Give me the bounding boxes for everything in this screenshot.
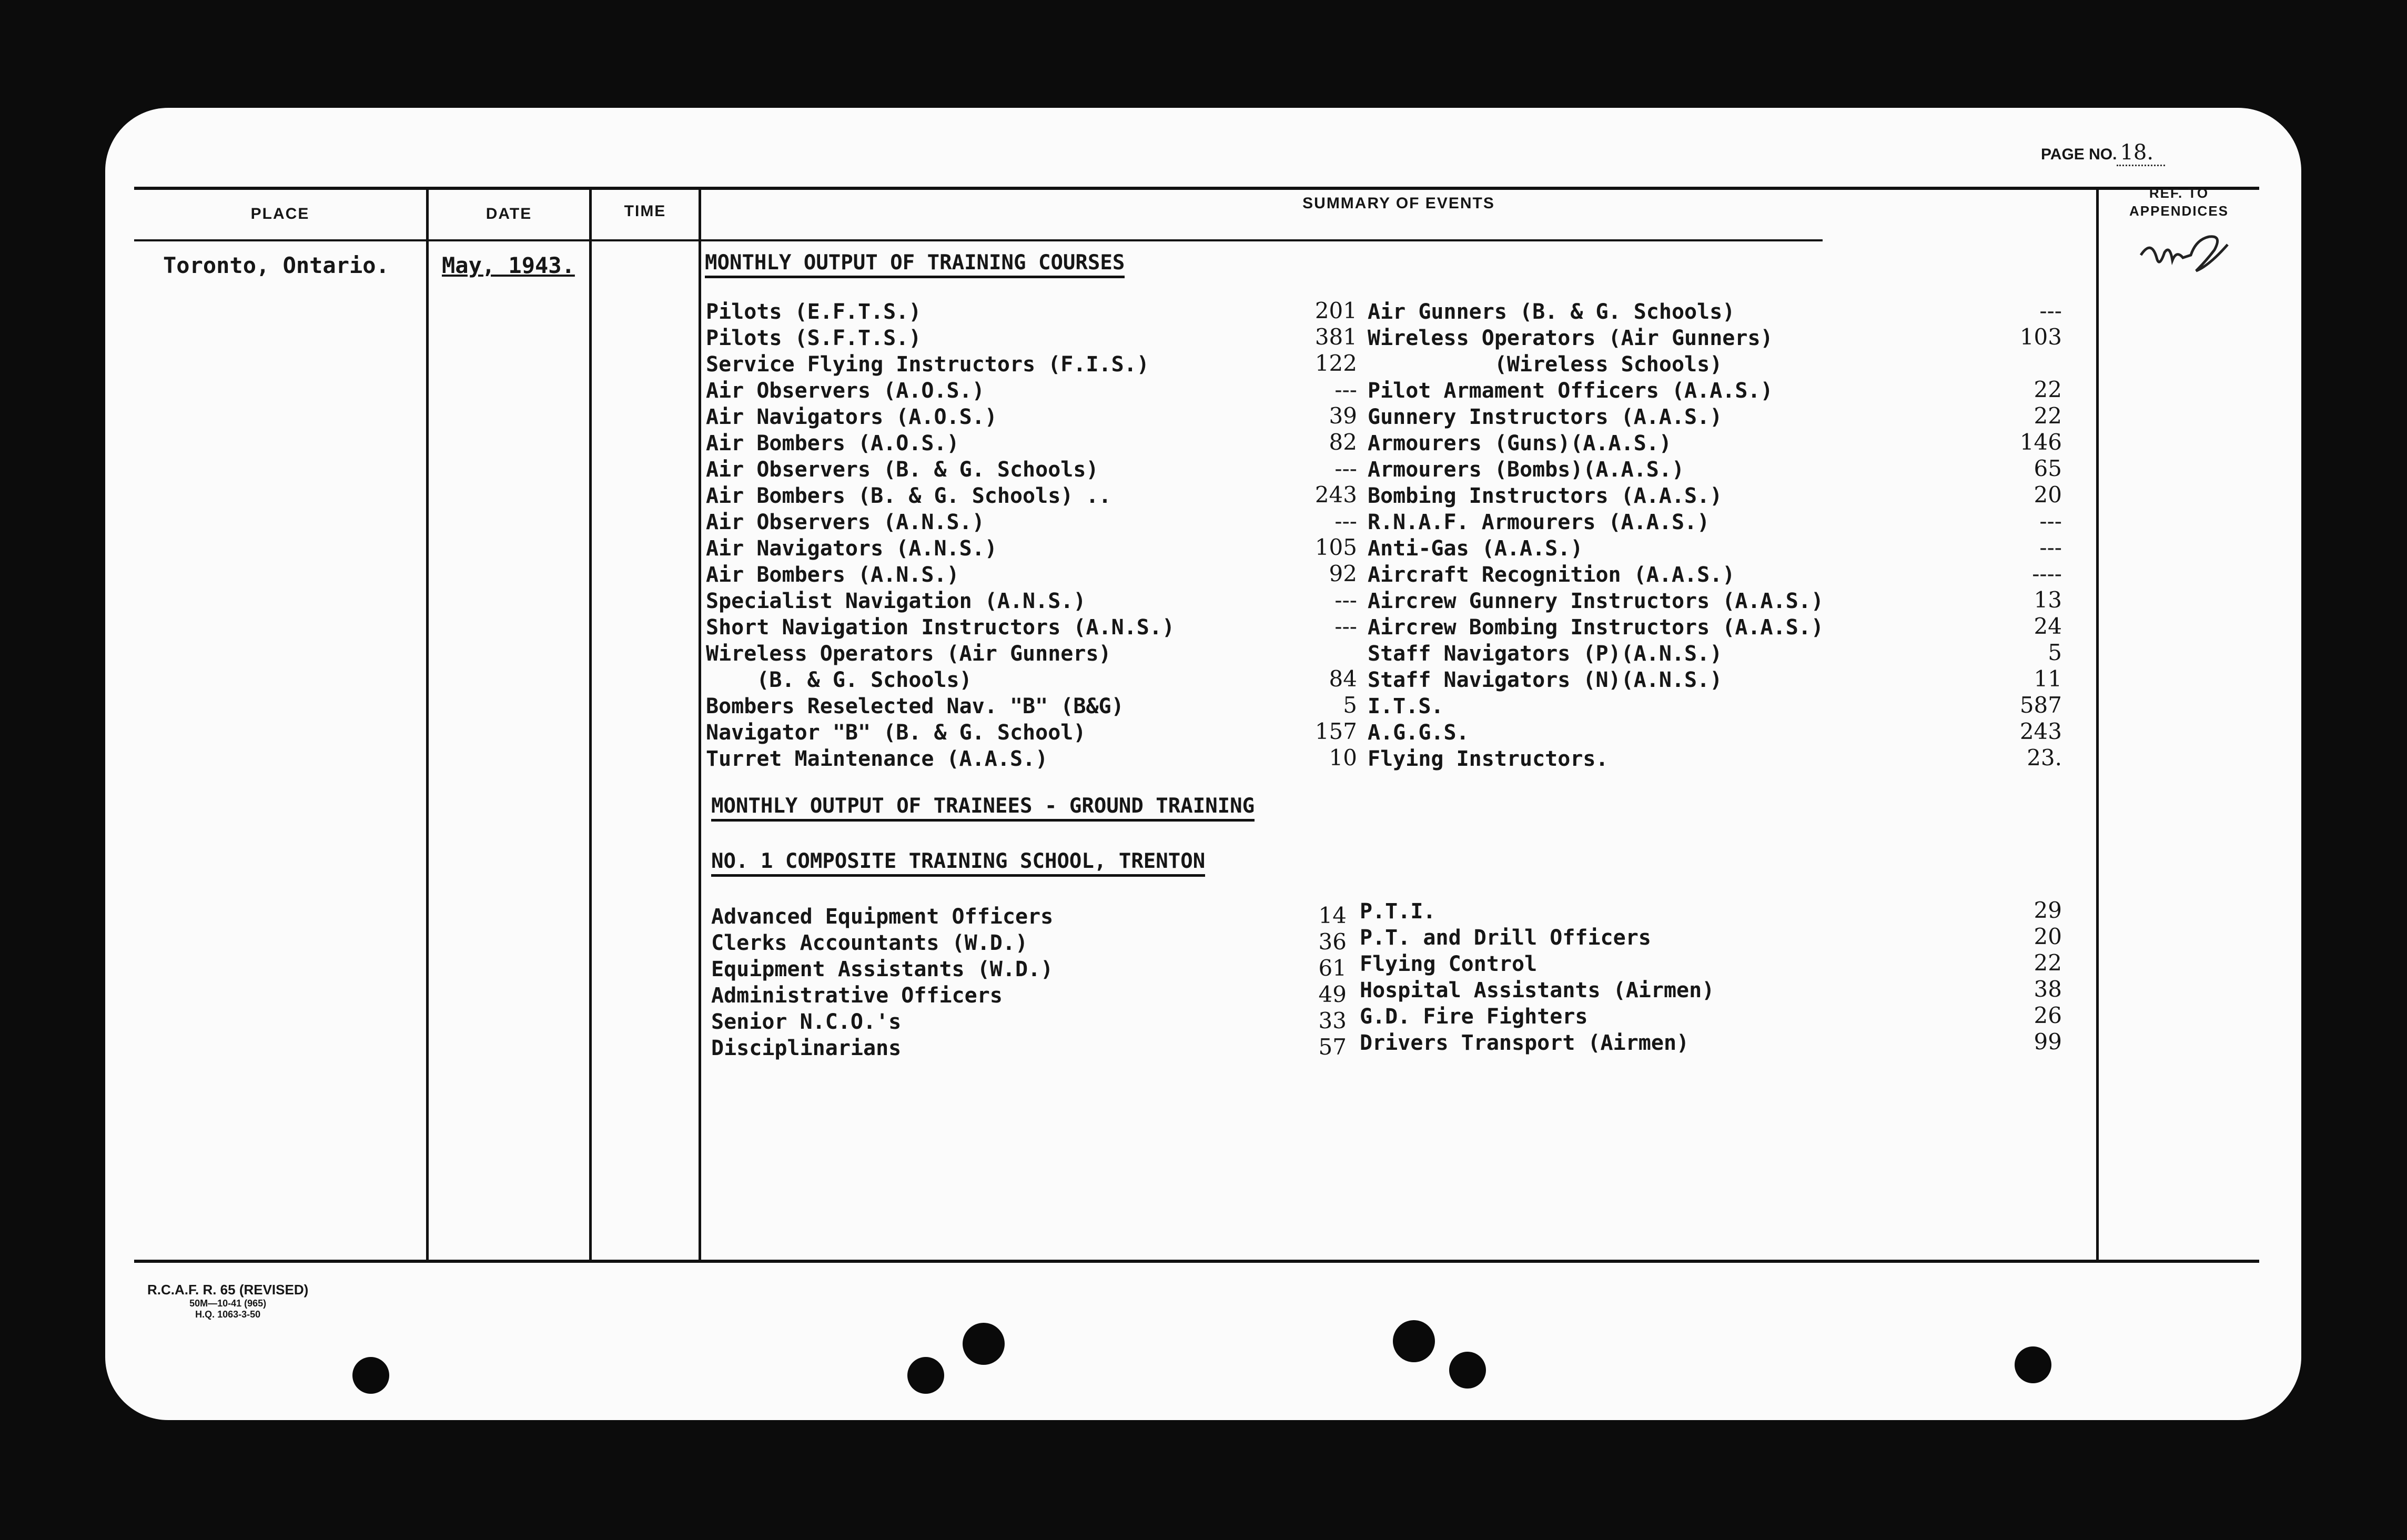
entry-label: Air Observers (A.O.S.) [706, 379, 985, 403]
entry-value: 5 [2048, 640, 2062, 665]
column-divider [699, 187, 701, 1260]
entry-label: Pilot Armament Officers (A.A.S.) [1368, 379, 1773, 403]
entry-label: Hospital Assistants (Airmen) [1360, 978, 1715, 1002]
entry-label: Air Bombers (A.N.S.) [706, 563, 959, 587]
entry-label: Wireless Operators (Air Gunners) [706, 642, 1111, 666]
header-place: PLACE [250, 205, 310, 222]
entry-value: 92 [1329, 561, 1357, 586]
footer-rule [134, 1260, 2259, 1263]
entry-label: Wireless Operators (Air Gunners) [1368, 326, 1773, 350]
entry-value: 23. [2027, 745, 2062, 771]
entry-value: 22 [2034, 403, 2062, 429]
entry-value: 20 [2034, 482, 2062, 508]
entry-value: 201 [1314, 298, 1357, 323]
header-bottom-rule [134, 239, 1823, 241]
entry-value: ---- [2032, 561, 2062, 586]
entry-label: G.D. Fire Fighters [1360, 1005, 1588, 1029]
entry-label: Specialist Navigation (A.N.S.) [706, 589, 1086, 613]
section-title-trenton: NO. 1 COMPOSITE TRAINING SCHOOL, TRENTON [711, 849, 1205, 877]
place-cell: Toronto, Ontario. [163, 252, 389, 278]
entry-label: Clerks Accountants (W.D.) [711, 931, 1028, 955]
entry-value: 38 [2034, 976, 2062, 1002]
entry-value: 84 [1329, 666, 1357, 692]
entry-value: 13 [2034, 587, 2062, 613]
entry-value: 33 [1318, 1008, 1347, 1034]
entry-label: Gunnery Instructors (A.A.S.) [1368, 405, 1723, 429]
entry-label: Air Bombers (B. & G. Schools) .. [706, 484, 1111, 508]
entry-label: Service Flying Instructors (F.I.S.) [706, 352, 1149, 377]
entry-value: 36 [1318, 929, 1347, 955]
entry-value: --- [2039, 534, 2062, 560]
entry-value: 14 [1318, 903, 1347, 928]
entry-value: --- [2039, 298, 2062, 323]
entry-label: Air Navigators (A.O.S.) [706, 405, 997, 429]
entry-value: 65 [2034, 455, 2062, 481]
entry-value: 57 [1318, 1034, 1347, 1060]
entry-value: --- [1334, 613, 1357, 639]
entry-value: --- [1334, 508, 1357, 534]
entry-value: 29 [2034, 897, 2062, 923]
entry-label: P.T. and Drill Officers [1360, 926, 1651, 950]
entry-label: R.N.A.F. Armourers (A.A.S.) [1368, 510, 1710, 534]
entry-label: Disciplinarians [711, 1036, 902, 1060]
entry-label: Air Gunners (B. & G. Schools) [1368, 300, 1735, 324]
entry-label: (Wireless Schools) [1368, 352, 1723, 377]
punch-hole [352, 1357, 389, 1394]
entry-value: 22 [2034, 950, 2062, 976]
entry-label: Air Observers (B. & G. Schools) [706, 458, 1099, 482]
entry-label: Short Navigation Instructors (A.N.S.) [706, 615, 1175, 640]
punch-hole [1449, 1352, 1486, 1389]
header-ref-appendices [2099, 184, 2259, 220]
entry-value: 39 [1329, 403, 1357, 429]
initials-signature [2136, 229, 2241, 287]
entry-value: 20 [2034, 924, 2062, 949]
entry-label: I.T.S. [1368, 694, 1444, 718]
header-top-rule [134, 187, 2259, 190]
entry-label: Air Bombers (A.O.S.) [706, 431, 959, 455]
entry-label: Air Navigators (A.N.S.) [706, 536, 997, 561]
punch-hole [2015, 1346, 2051, 1383]
entry-value: 26 [2034, 1002, 2062, 1028]
entry-value: 5 [1343, 692, 1357, 718]
page-number-value: 18. [2117, 140, 2165, 166]
entry-value: 22 [2034, 377, 2062, 402]
entry-label: Staff Navigators (N)(A.N.S.) [1368, 668, 1723, 692]
form-footer [147, 1282, 308, 1320]
entry-label: Pilots (S.F.T.S.) [706, 326, 922, 350]
entry-label: Navigator "B" (B. & G. School) [706, 721, 1086, 745]
footer-hq-code: H.Q. 1063-3-50 [195, 1309, 261, 1320]
entry-value: 24 [2034, 613, 2062, 639]
punch-hole [907, 1357, 944, 1394]
date-cell: May, 1943. [442, 252, 575, 278]
entry-label: Advanced Equipment Officers [711, 905, 1054, 929]
entry-label: Aircrew Bombing Instructors (A.A.S.) [1368, 615, 1824, 640]
entry-value: 122 [1314, 350, 1357, 376]
column-divider [426, 187, 429, 1260]
entry-value: 243 [2019, 718, 2062, 744]
entry-label: (B. & G. Schools) [706, 668, 972, 692]
entry-label: Aircraft Recognition (A.A.S.) [1368, 563, 1735, 587]
entry-label: Equipment Assistants (W.D.) [711, 957, 1054, 981]
entry-value: 587 [2019, 692, 2062, 718]
entry-value: 61 [1318, 955, 1347, 981]
header-time: TIME [624, 202, 666, 220]
section-title-training-courses: MONTHLY OUTPUT OF TRAINING COURSES [705, 251, 1125, 278]
entry-value: --- [2039, 508, 2062, 534]
entry-label: Flying Instructors. [1368, 747, 1609, 771]
page-number-label: PAGE NO. [2041, 146, 2117, 163]
entry-value: 103 [2019, 324, 2062, 350]
column-divider [2096, 187, 2099, 1260]
entry-label: Staff Navigators (P)(A.N.S.) [1368, 642, 1723, 666]
entry-label: Senior N.C.O.'s [711, 1010, 902, 1034]
entry-value: 82 [1329, 429, 1357, 455]
entry-label: Pilots (E.F.T.S.) [706, 300, 922, 324]
footer-print-code: 50M—10-41 (965) [189, 1298, 267, 1309]
entry-value: 381 [1314, 324, 1357, 350]
punch-hole [1393, 1320, 1435, 1362]
page-number [2041, 140, 2165, 165]
entry-label: Bombers Reselected Nav. "B" (B&G) [706, 694, 1124, 718]
form-card [105, 108, 2301, 1420]
header-summary: SUMMARY OF EVENTS [1302, 195, 1495, 212]
entry-label: P.T.I. [1360, 899, 1436, 924]
entry-label: Anti-Gas (A.A.S.) [1368, 536, 1583, 561]
entry-value: --- [1334, 455, 1357, 481]
header-ref-line1: REF. TO [2149, 185, 2209, 201]
header-ref-line2: APPENDICES [2129, 203, 2229, 219]
entry-label: Armourers (Bombs)(A.A.S.) [1368, 458, 1685, 482]
entry-label: A.G.G.S. [1368, 721, 1469, 745]
entry-value: --- [1334, 377, 1357, 402]
entry-value: 99 [2034, 1029, 2062, 1055]
entry-label: Drivers Transport (Airmen) [1360, 1031, 1690, 1055]
entry-label: Armourers (Guns)(A.A.S.) [1368, 431, 1672, 455]
punch-hole [963, 1323, 1005, 1365]
entry-value: 146 [2019, 429, 2062, 455]
column-divider [589, 187, 592, 1260]
entry-label: Flying Control [1360, 952, 1538, 976]
entry-value: 49 [1318, 981, 1347, 1007]
entry-label: Administrative Officers [711, 984, 1003, 1008]
entry-value: 105 [1314, 534, 1357, 560]
entry-value: 11 [2034, 666, 2062, 692]
entry-value: --- [1334, 587, 1357, 613]
footer-form-number: R.C.A.F. R. 65 (REVISED) [147, 1282, 309, 1298]
entry-value: 243 [1314, 482, 1357, 508]
header-date: DATE [486, 205, 532, 222]
entry-value: 10 [1329, 745, 1357, 771]
section-title-ground-training: MONTHLY OUTPUT OF TRAINEES - GROUND TRAINING [711, 794, 1255, 822]
entry-label: Turret Maintenance (A.A.S.) [706, 747, 1048, 771]
entry-label: Bombing Instructors (A.A.S.) [1368, 484, 1723, 508]
entry-value: 157 [1314, 718, 1357, 744]
entry-label: Aircrew Gunnery Instructors (A.A.S.) [1368, 589, 1824, 613]
entry-label: Air Observers (A.N.S.) [706, 510, 985, 534]
